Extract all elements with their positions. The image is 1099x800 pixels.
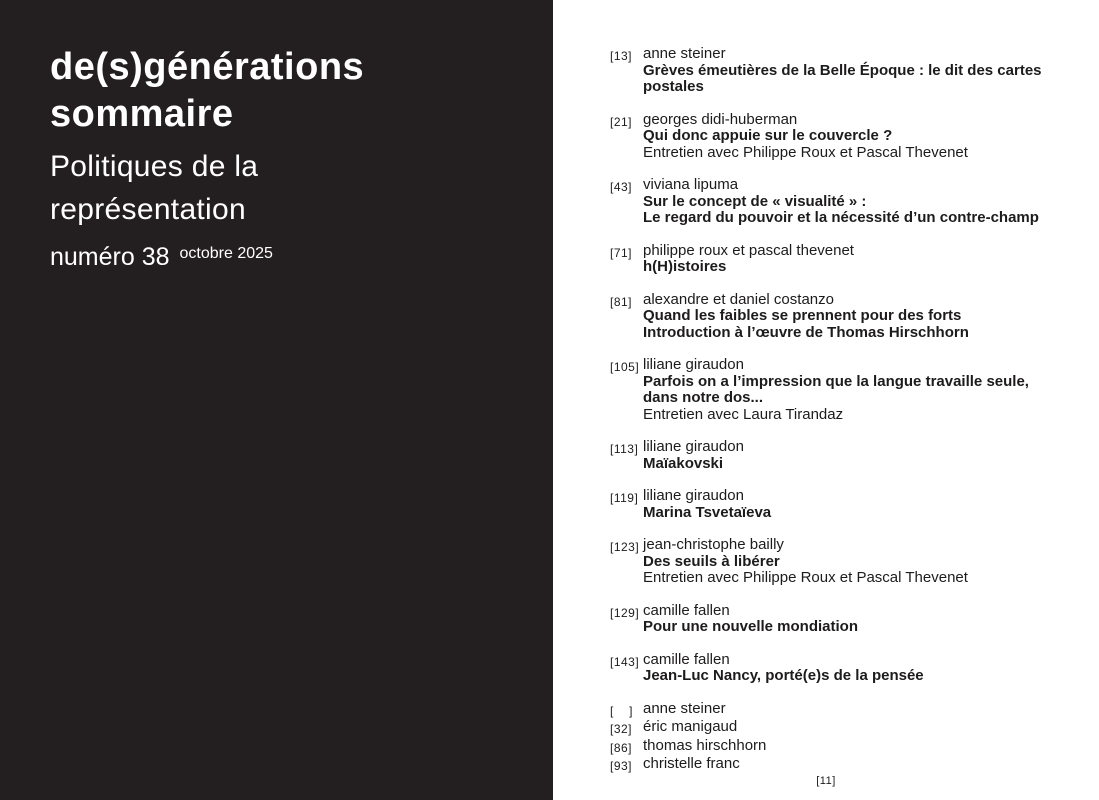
toc-entry — [610, 112, 1091, 162]
entry-title-line: Quand les faibles se prennent pour des forts — [643, 307, 962, 324]
entry-title-line: Jean-Luc Nancy, porté(e)s de la pensée — [643, 667, 924, 684]
entry-title — [643, 63, 1091, 96]
entry-author: philippe roux et pascal thevenet — [643, 241, 854, 259]
entry-title-line: Pour une nouvelle mondiation — [643, 618, 859, 635]
entry-author: camille fallen — [643, 650, 730, 668]
entry-author: liliane giraudon — [643, 487, 744, 504]
entry-page-number: [143] — [610, 654, 640, 669]
toc-entry — [610, 652, 1091, 685]
entry-title-line: Sur le concept de « visualité » : — [643, 192, 867, 210]
entry-page-number: [123] — [610, 540, 640, 554]
toc-entry — [610, 488, 1091, 521]
toc-page — [553, 0, 1099, 800]
credit-page-number: [32] — [610, 722, 633, 736]
entry-title — [643, 505, 1091, 522]
toc-entry — [610, 292, 1091, 342]
entry-body — [643, 439, 1091, 472]
issue-theme-line2: représentation — [50, 193, 246, 226]
issue-line — [50, 243, 533, 272]
entry-body — [643, 603, 1091, 636]
entry-title-line: Qui donc appuie sur le couvercle ? — [643, 127, 893, 144]
entry-page-number: [129] — [610, 605, 640, 620]
entry-body — [643, 292, 1091, 342]
entry-body — [643, 177, 1091, 227]
entry-author: viviana lipuma — [643, 176, 739, 193]
entry-author: camille fallen — [643, 601, 730, 619]
credit-row — [610, 738, 1091, 757]
credit-row — [610, 719, 1091, 738]
entry-title-line: Des seuils à libérer — [643, 552, 780, 570]
entry-body — [643, 357, 1091, 423]
toc-list — [610, 46, 1091, 775]
entry-author: jean-christophe bailly — [643, 536, 784, 553]
entry-title-line: Parfois on a l’impression que la langue travaille seule, — [643, 372, 1029, 390]
entry-page-number: [21] — [610, 114, 633, 129]
entry-author: anne steiner — [643, 45, 726, 62]
entry-body — [643, 46, 1091, 96]
entry-title-line: Marina Tsvetaïeva — [643, 503, 772, 521]
entry-body — [643, 537, 1091, 587]
entry-page-number: [119] — [610, 491, 639, 505]
credits-list — [610, 701, 1091, 775]
toc-entry — [610, 243, 1091, 276]
issue-theme-line1: Politiques de la — [50, 150, 259, 183]
credit-author: thomas hirschhorn — [643, 736, 767, 754]
entry-title-line: Introduction à l’œuvre de Thomas Hirschhorn — [643, 323, 969, 341]
entry-title — [643, 259, 1091, 276]
credit-row — [610, 756, 1091, 775]
entry-title — [643, 619, 1091, 636]
entry-title — [643, 308, 1091, 341]
credit-page-number: [86] — [610, 740, 633, 755]
toc-entry — [610, 46, 1091, 96]
entry-note: Entretien avec Philippe Roux et Pascal Thevenet — [643, 143, 968, 161]
entry-body — [643, 652, 1091, 685]
journal-title — [50, 44, 533, 138]
entry-title-line: Le regard du pouvoir et la nécessité d’un contre-champ — [643, 209, 1039, 226]
journal-title-line1: de(s)générations — [50, 46, 365, 88]
entry-title-line: h(H)istoires — [643, 258, 727, 275]
entry-title-line: Grèves émeutières de la Belle Époque : le dit des cartes postales — [643, 61, 1042, 95]
credit-author: anne steiner — [643, 699, 726, 717]
credit-row — [610, 701, 1091, 720]
entry-author: liliane giraudon — [643, 438, 744, 455]
toc-entry — [610, 177, 1091, 227]
entry-title — [643, 194, 1091, 227]
credit-author: christelle franc — [643, 755, 740, 772]
entry-note: Entretien avec Philippe Roux et Pascal Thevenet — [643, 569, 968, 586]
toc-entry — [610, 537, 1091, 587]
entry-body — [643, 243, 1091, 276]
issue-number: numéro 38 — [50, 243, 170, 271]
entry-page-number: [113] — [610, 442, 639, 456]
toc-entry — [610, 357, 1091, 423]
toc-entry — [610, 603, 1091, 636]
entry-page-number: [71] — [610, 245, 633, 260]
entry-title — [643, 668, 1091, 685]
credit-author: éric manigaud — [643, 718, 738, 735]
entry-page-number: [43] — [610, 180, 633, 194]
toc-entry — [610, 439, 1091, 472]
entry-page-number: [105] — [610, 360, 640, 374]
credit-page-number: [93] — [610, 759, 633, 773]
credit-page-number: [ ] — [610, 703, 634, 718]
entry-title — [643, 554, 1091, 571]
entry-note: Entretien avec Laura Tirandaz — [643, 405, 844, 423]
entry-author: liliane giraudon — [643, 356, 744, 373]
entry-title-line: dans notre dos... — [643, 389, 764, 406]
page-number: [11] — [816, 775, 836, 787]
entry-title — [643, 128, 1091, 145]
entry-author: georges didi-huberman — [643, 110, 798, 128]
entry-author: alexandre et daniel costanzo — [643, 290, 834, 308]
entry-body — [643, 488, 1091, 521]
entry-title-line: Maïakovski — [643, 454, 724, 472]
issue-theme — [50, 145, 533, 231]
entry-page-number: [81] — [610, 294, 633, 309]
issue-date: octobre 2025 — [179, 245, 273, 262]
entry-body — [643, 112, 1091, 162]
entry-page-number: [13] — [610, 49, 633, 63]
entry-title — [643, 456, 1091, 473]
entry-title — [643, 374, 1091, 407]
journal-title-line2: sommaire — [50, 93, 234, 135]
